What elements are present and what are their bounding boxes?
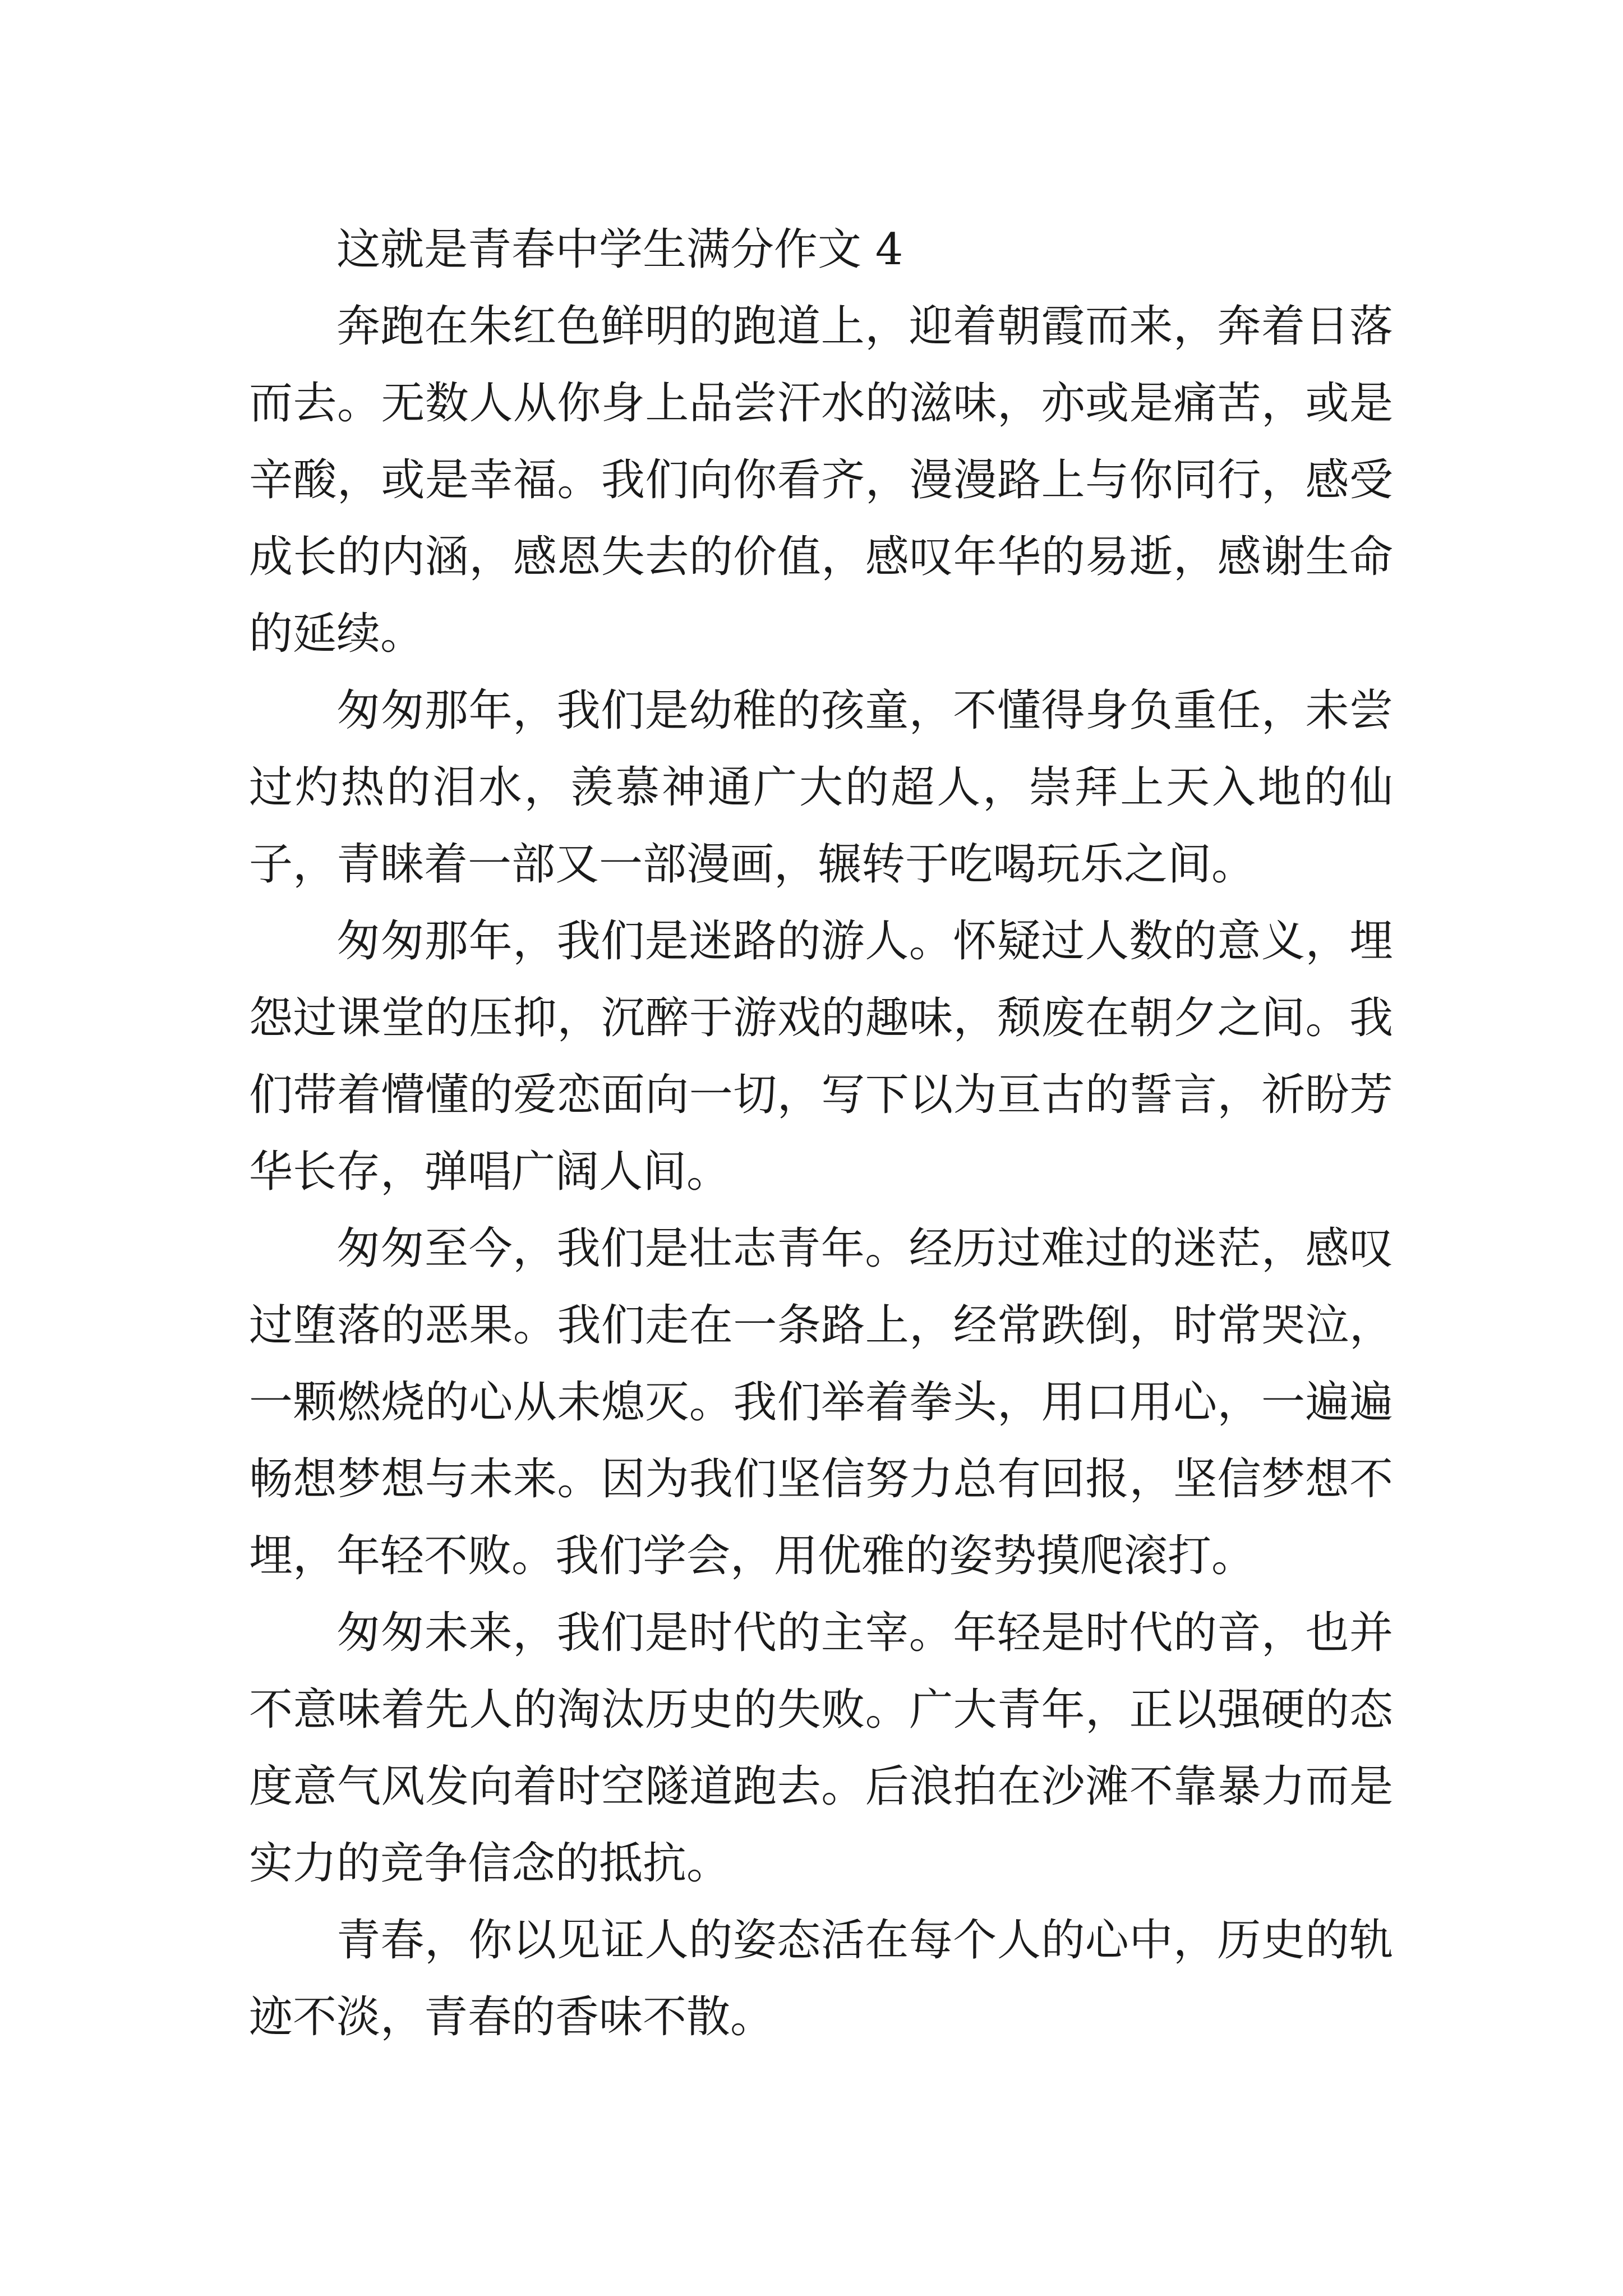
essay-paragraph-3: 匆匆那年，我们是迷路的游人。怀疑过人数的意义，埋怨过课堂的压抑，沉醉于游戏的趣味，颓废在朝夕之间。我们带着懵懂的爱恋面向一切，写下以为亘古的誓言，祈盼芳华长存，弹唱广阔人间。 xyxy=(249,916,1393,1197)
essay-paragraph-2: 匆匆那年，我们是幼稚的孩童，不懂得身负重任，未尝过灼热的泪水，羡慕神通广大的超人，崇拜上天入地的仙子，青睐着一部又一部漫画，辗转于吃喝玩乐之间。 xyxy=(249,685,1393,890)
essay-paragraph-4: 匆匆至今，我们是壮志青年。经历过难过的迷茫，感叹过堕落的恶果。我们走在一条路上，经常跌倒，时常哭泣，一颗燃烧的心从未熄灭。我们举着拳头，用口用心，一遍遍畅想梦想与未来。因为我们坚信努力总有回报，坚信梦想不埋，年轻不败。我们学会，用优雅的姿势摸爬滚打。 xyxy=(249,1223,1393,1581)
essay-paragraph-6: 青春，你以见证人的姿态活在每个人的心中，历史的轨迹不淡，青春的香味不散。 xyxy=(249,1915,1393,2042)
essay-paragraph-5: 匆匆未来，我们是时代的主宰。年轻是时代的音，也并不意味着先人的淘汰历史的失败。广大青年，正以强硬的态度意气风发向着时空隧道跑去。后浪拍在沙滩不靠暴力而是实力的竞争信念的抵抗。 xyxy=(249,1608,1393,1889)
essay-paragraph-1: 奔跑在朱红色鲜明的跑道上，迎着朝霞而来，奔着日落而去。无数人从你身上品尝汗水的滋味，亦或是痛苦，或是辛酸，或是幸福。我们向你看齐，漫漫路上与你同行，感受成长的内涵，感恩失去的价值，感叹年华的易逝，感谢生命的延续。 xyxy=(249,301,1393,659)
essay-body xyxy=(249,211,1393,2056)
essay-title: 这就是青春中学生满分作文 4 xyxy=(336,224,903,275)
